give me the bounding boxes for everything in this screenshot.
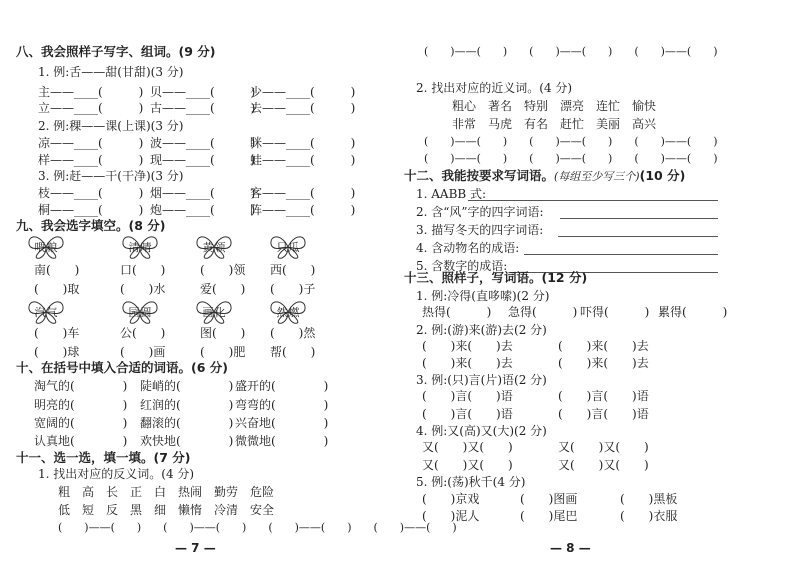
s9-q3-d: ( )然 [270, 326, 316, 340]
section-11-title: 十一、选一选，填一填。(7 分) [16, 450, 191, 465]
s13-r9-c: ( )衣服 [620, 509, 678, 523]
synonym-pairs-1: ( )——( ) ( )——( ) ( )——( ) [424, 135, 718, 148]
s9-q1-c: ( )领 [200, 263, 246, 277]
antonym-pairs: ( )——( ) ( )——( ) ( )——( ) ( )——( ) [58, 521, 457, 534]
s9-q1-a: 南( ) [34, 263, 80, 277]
row-4-c: 蛙——____( ) [250, 153, 356, 167]
row-3-b: 波——____( ) [150, 136, 256, 150]
butterfly-left [194, 234, 234, 260]
example-1: 1. 例:舌——甜(甘甜)(3 分) [38, 65, 184, 79]
s13-r1-c: 吓得( ) [580, 305, 650, 319]
butterfly-left [26, 234, 66, 260]
s9-q4-a: ( )球 [34, 345, 80, 359]
s10-r2-c: 弯弯的( ) [235, 398, 329, 412]
s9-q3-c: 图( ) [200, 326, 246, 340]
s11-sub1: 1. 找出对应的反义词。(4 分) [38, 467, 195, 481]
bf-char: 领 [214, 241, 226, 254]
s10-r3-a: 宽阔的( ) [34, 416, 128, 430]
s13-r2-a: ( )来( )去 [422, 339, 513, 353]
section-10-title: 十、在括号中填入合适的词语。(6 分) [16, 360, 228, 375]
s13-r4-b: ( )言( )语 [558, 389, 649, 403]
bf-char: 粮 [46, 241, 58, 254]
s10-r3-c: 兴奋地( ) [235, 416, 329, 430]
s10-r4-c: 微微地( ) [235, 434, 329, 448]
s9-q3-b: 公( ) [120, 326, 166, 340]
butterfly-left [268, 234, 308, 260]
answer-line[interactable] [560, 217, 718, 219]
s13-r2-b: ( )来( )去 [558, 339, 649, 353]
antonym-words-1: 粗 高 长 正 白 热闹 勤劳 危险 [58, 485, 275, 499]
s12-item-3: 3. 描写冬天的四字词语: [416, 223, 544, 237]
row-3-c: 眯——____( ) [250, 136, 356, 150]
s11-sub2: 2. 找出对应的近义词。(4 分) [416, 81, 573, 95]
antonym-pairs-cont: ( )——( ) ( )——( ) ( )——( ) [424, 45, 718, 58]
s10-r2-b: 红润的( ) [140, 398, 234, 412]
page-number-7: — 7 — [175, 541, 216, 555]
answer-line[interactable] [558, 235, 718, 237]
s10-r1-b: 陡峭的( ) [140, 379, 234, 393]
page-number-8: — 8 — [550, 541, 591, 555]
bf-char: 喂 [34, 241, 46, 254]
s9-q1-b: 口( ) [120, 263, 166, 277]
s9-q4-b: ( )画 [120, 345, 166, 359]
s13-r4-a: ( )言( )语 [422, 389, 513, 403]
s9-q2-c: 爱( ) [200, 282, 246, 296]
s13-r7-b: 又( )又( ) [558, 458, 649, 472]
example-2: 2. 例:稞——课(上课)(3 分) [38, 119, 184, 133]
s9-q4-d: 帮( ) [270, 345, 316, 359]
s13-e4: 4. 例:又(高)又(大)(2 分) [416, 424, 547, 438]
right-page [400, 0, 800, 580]
s9-q2-d: ( )子 [270, 282, 316, 296]
s13-r5-b: ( )言( )语 [558, 407, 649, 421]
row-3-a: 凉——____( ) [38, 136, 144, 150]
butterfly-left [120, 299, 160, 325]
s13-r6-a: 又( )又( ) [422, 440, 513, 454]
s12-item-4: 4. 含动物名的成语: [416, 241, 520, 255]
bf-char: 圆 [140, 306, 152, 319]
synonym-pairs-2: ( )——( ) ( )——( ) ( )——( ) [424, 152, 718, 165]
s12-item-2: 2. 含“风”字的四字词语: [416, 205, 544, 219]
butterfly-left [26, 299, 66, 325]
row-1-b: 贝——____( ) [150, 85, 256, 99]
bf-char: 晴 [140, 241, 152, 254]
row-1-c: 少——____( ) [250, 85, 356, 99]
s13-r1-d: 累得( ) [658, 305, 728, 319]
bf-char: 化 [214, 306, 226, 319]
answer-line[interactable] [524, 253, 718, 255]
row-5-a: 枝——____( ) [38, 186, 144, 200]
row-5-b: 烟——____( ) [150, 186, 256, 200]
bf-char: 黄 [202, 241, 214, 254]
s10-r1-c: 盛开的( ) [235, 379, 329, 393]
row-2-a: 立——____( ) [38, 101, 144, 115]
section-13-title: 十三、照样子，写词语。(12 分) [404, 270, 588, 285]
bf-char: 画 [202, 306, 214, 319]
s13-r1-a: 热得( ) [422, 305, 492, 319]
bf-char: 瓜 [288, 241, 300, 254]
s13-r8-c: ( )黑板 [620, 492, 678, 506]
row-1-a: 主——____( ) [38, 85, 144, 99]
synonym-words-1: 粗心 著名 特别 漂亮 连忙 愉快 [452, 99, 657, 113]
bf-char: 园 [128, 306, 140, 319]
row-6-c: 阵——____( ) [250, 203, 356, 217]
s13-e1: 1. 例:冷得(直哆嗦)(2 分) [416, 289, 550, 303]
row-4-a: 样——____( ) [38, 153, 144, 167]
s13-r7-a: 又( )又( ) [422, 458, 513, 472]
section-8-title: 八、我会照样子写字、组词。(9 分) [16, 44, 216, 59]
row-2-b: 古——____( ) [150, 101, 256, 115]
s13-e5: 5. 例:(荡)秋千(4 分) [416, 475, 526, 489]
s9-q4-c: ( )肥 [200, 345, 246, 359]
antonym-words-2: 低 短 反 黑 细 懒惰 冷清 安全 [58, 503, 275, 517]
s13-e2: 2. 例:(游)来(游)去(2 分) [416, 323, 547, 337]
section-12-title-row [404, 168, 685, 185]
row-4-b: 现——____( ) [150, 153, 256, 167]
s13-r1-b: 急得( ) [508, 305, 578, 319]
s13-r8-b: ( )图画 [520, 492, 578, 506]
s13-r6-b: 又( )又( ) [558, 440, 649, 454]
s10-r1-a: 淘气的( ) [34, 379, 128, 393]
row-6-b: 炮——____( ) [150, 203, 256, 217]
s9-q1-d: 西( ) [270, 263, 316, 277]
bf-char: 只 [276, 241, 288, 254]
row-5-c: 客——____( ) [250, 186, 356, 200]
section-12-score: (10 分) [639, 168, 686, 183]
bf-char: 气 [46, 306, 58, 319]
s13-r8-a: ( )京戏 [422, 492, 480, 506]
s10-r4-b: 欢快地( ) [140, 434, 234, 448]
synonym-words-2: 非常 马虎 有名 赶忙 美丽 高兴 [452, 117, 657, 131]
s13-r9-a: ( )泥人 [422, 509, 480, 523]
bf-char: 清 [128, 241, 140, 254]
section-12-note: (每组至少写三个) [554, 170, 640, 183]
row-2-c: 去——____( ) [250, 101, 356, 115]
s9-q2-b: ( )水 [120, 282, 166, 296]
s13-r5-a: ( )言( )语 [422, 407, 513, 421]
s13-e3: 3. 例:(只)言(片)语(2 分) [416, 373, 547, 387]
example-3: 3. 例:赶——干(干净)(3 分) [38, 169, 184, 183]
s13-r9-b: ( )尾巴 [520, 509, 578, 523]
s10-r4-a: 认真地( ) [34, 434, 128, 448]
section-12-title: 十二、我能按要求写词语。 [404, 168, 555, 183]
section-9-title: 九、我会选字填空。(8 分) [16, 218, 166, 233]
bf-char: 燃 [288, 306, 300, 319]
s10-r2-a: 明亮的( ) [34, 398, 128, 412]
bf-char: 汽 [34, 306, 46, 319]
s9-q3-a: ( )车 [34, 326, 80, 340]
s10-r3-b: 翻滚的( ) [140, 416, 234, 430]
answer-line[interactable] [468, 199, 718, 201]
s9-q2-a: ( )取 [34, 282, 80, 296]
butterfly-left [120, 234, 160, 260]
s12-item-1: 1. AABB 式: [416, 187, 487, 201]
butterfly-left [194, 299, 234, 325]
s13-r3-b: ( )来( )去 [558, 356, 649, 370]
bf-char: 然 [276, 306, 288, 319]
row-6-a: 桐——____( ) [38, 203, 144, 217]
butterfly-left [268, 299, 308, 325]
s13-r3-a: ( )来( )去 [422, 356, 513, 370]
s12-item-5: 5. 含数字的成语: [416, 259, 508, 273]
